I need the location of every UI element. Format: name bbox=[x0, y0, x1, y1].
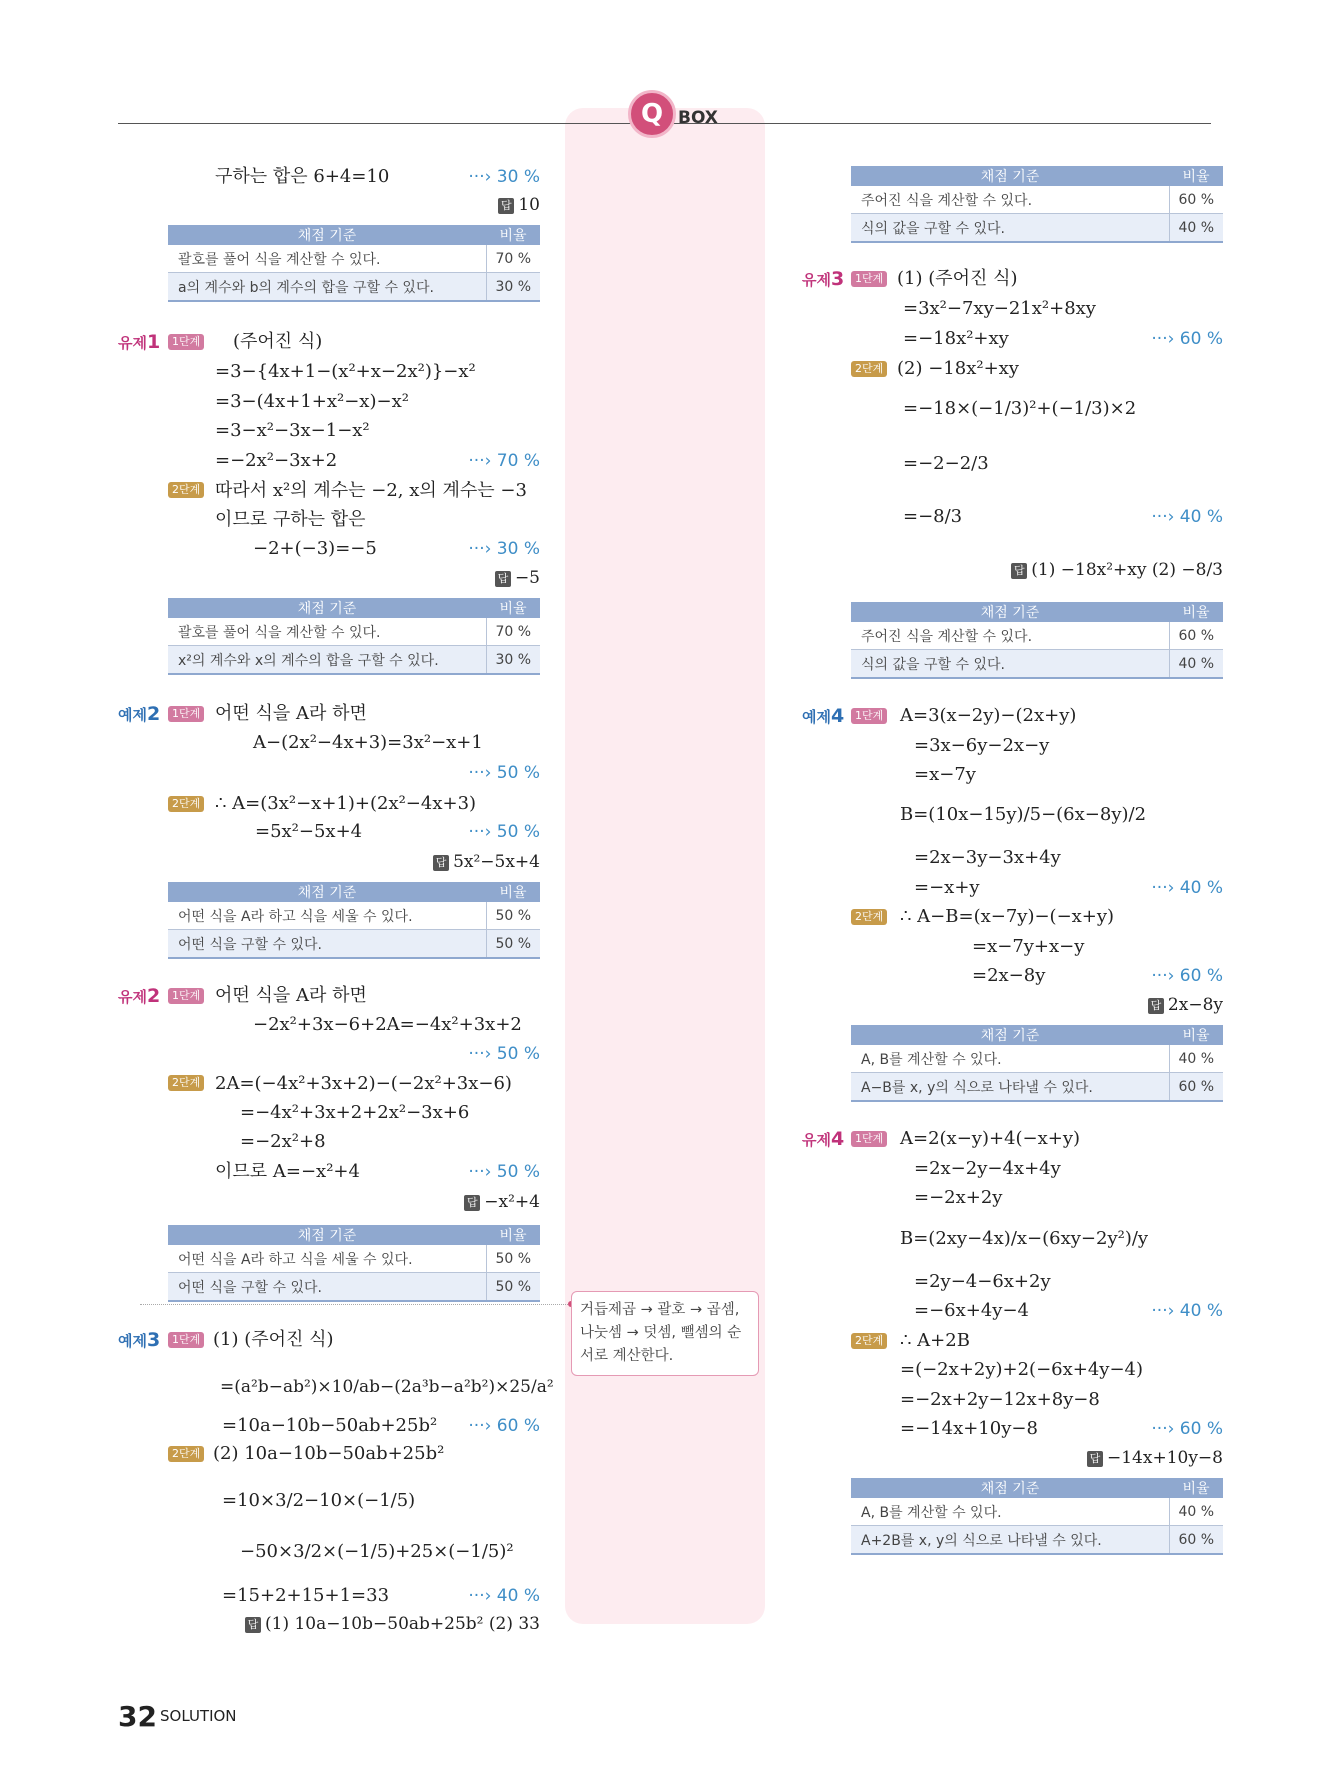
math-line: (2) 10a−10b−50ab+25b² bbox=[213, 1443, 445, 1464]
table-header-criteria: 채점 기준 bbox=[851, 1478, 1169, 1498]
table-header-criteria: 채점 기준 bbox=[168, 882, 486, 902]
percent-marker: ···› 60 % bbox=[1151, 1419, 1223, 1439]
footer-title bbox=[160, 1707, 237, 1725]
percent-marker: ···› 50 % bbox=[468, 822, 540, 842]
table-header-ratio: 비율 bbox=[1169, 602, 1223, 622]
percent-marker: ···› 50 % bbox=[468, 763, 540, 783]
answer-line bbox=[380, 566, 540, 590]
table-row bbox=[168, 902, 540, 930]
math-line: ∴ A−B=(x−7y)−(−x+y) bbox=[900, 906, 1115, 927]
table-header-ratio: 비율 bbox=[486, 1225, 540, 1245]
percent-marker: ···› 60 % bbox=[1151, 966, 1223, 986]
math-line: =3−x²−3x−1−x² bbox=[215, 420, 370, 441]
problem-label: 유제1 bbox=[118, 331, 161, 353]
math-line: ∴ A+2B bbox=[900, 1330, 970, 1351]
problem-label: 예제3 bbox=[118, 1329, 161, 1351]
math-line: =−14x+10y−8 bbox=[900, 1418, 1038, 1439]
criteria-cell: 괄호를 풀어 식을 계산할 수 있다. bbox=[168, 245, 486, 273]
math-line: =−2−2/3 bbox=[903, 453, 989, 474]
criteria-cell: A, B를 계산할 수 있다. bbox=[851, 1045, 1169, 1073]
answer-icon: 답 bbox=[1011, 563, 1027, 579]
math-line: =10×3/2−10×(−1/5) bbox=[222, 1490, 416, 1511]
math-line: −2+(−3)=−5 bbox=[253, 538, 377, 559]
math-line: −50×3/2×(−1/5)+25×(−1/5)² bbox=[240, 1541, 514, 1562]
step-badge: 1단계 bbox=[168, 988, 204, 1004]
problem-label: 유제4 bbox=[802, 1128, 845, 1150]
ratio-cell: 50 % bbox=[486, 902, 540, 930]
answer-line bbox=[1020, 1446, 1223, 1470]
answer-line bbox=[1060, 993, 1223, 1017]
answer-value: (1) 10a−10b−50ab+25b² (2) 33 bbox=[265, 1614, 540, 1634]
answer-value: −x²+4 bbox=[484, 1192, 540, 1212]
table-row bbox=[168, 1245, 540, 1273]
math-line: =−2x²+8 bbox=[240, 1131, 326, 1152]
table-header-criteria: 채점 기준 bbox=[168, 225, 486, 245]
table-row bbox=[851, 1526, 1223, 1555]
table-header-ratio: 비율 bbox=[486, 225, 540, 245]
ratio-cell: 60 % bbox=[1169, 622, 1223, 650]
step-badge: 2단계 bbox=[168, 796, 204, 812]
table-row bbox=[168, 930, 540, 959]
sum-line: 구하는 합은 6+4=10 bbox=[215, 166, 390, 187]
table-row bbox=[851, 622, 1223, 650]
ratio-cell: 30 % bbox=[486, 273, 540, 302]
percent-marker: ···› 60 % bbox=[1151, 329, 1223, 349]
criteria-cell: 식의 값을 구할 수 있다. bbox=[851, 214, 1169, 243]
math-line: 이므로 구하는 합은 bbox=[215, 509, 366, 530]
percent-marker: ···› 40 % bbox=[468, 1586, 540, 1606]
answer-value: 10 bbox=[518, 195, 540, 215]
math-line: A−(2x²−4x+3)=3x²−x+1 bbox=[253, 732, 483, 753]
math-line: =−6x+4y−4 bbox=[914, 1300, 1030, 1321]
math-line: (2) −18x²+xy bbox=[897, 358, 1019, 379]
table-header-ratio: 비율 bbox=[1169, 1478, 1223, 1498]
criteria-cell: A−B를 x, y의 식으로 나타낼 수 있다. bbox=[851, 1073, 1169, 1102]
criteria-cell: 식의 값을 구할 수 있다. bbox=[851, 650, 1169, 679]
percent-marker: ···› 30 % bbox=[468, 539, 540, 559]
math-line: =−2x+2y−12x+8y−8 bbox=[900, 1389, 1100, 1410]
table-row bbox=[168, 1273, 540, 1302]
table-row bbox=[168, 273, 540, 302]
note-leader-line bbox=[140, 1304, 570, 1305]
grading-table bbox=[168, 598, 540, 675]
problem-label: 유제2 bbox=[118, 985, 161, 1007]
math-line: =−2x²−3x+2 bbox=[215, 450, 338, 471]
step-badge: 1단계 bbox=[168, 1332, 204, 1348]
table-header-criteria: 채점 기준 bbox=[168, 598, 486, 618]
grading-table bbox=[851, 1025, 1223, 1102]
problem-label: 유제3 bbox=[802, 268, 845, 290]
percent-marker: ···› 60 % bbox=[468, 1416, 540, 1436]
footer-solution: SOLUTION bbox=[160, 1707, 237, 1725]
page-number: 32 bbox=[118, 1700, 157, 1733]
table-row bbox=[168, 245, 540, 273]
criteria-cell: 어떤 식을 구할 수 있다. bbox=[168, 1273, 486, 1302]
step-badge: 2단계 bbox=[851, 1333, 887, 1349]
math-line: =−18x²+xy bbox=[903, 328, 1009, 349]
step-badge: 1단계 bbox=[168, 706, 204, 722]
q-box-title: BOX bbox=[678, 108, 718, 128]
criteria-cell: A, B를 계산할 수 있다. bbox=[851, 1498, 1169, 1526]
table-row bbox=[851, 186, 1223, 214]
math-line: =2x−8y bbox=[972, 965, 1046, 986]
answer-value: 5x²−5x+4 bbox=[453, 852, 540, 872]
problem-label: 예제4 bbox=[802, 705, 845, 727]
math-line: =3−(4x+1+x²−x)−x² bbox=[215, 391, 409, 412]
table-row bbox=[168, 646, 540, 675]
math-line: =−2x+2y bbox=[914, 1187, 1003, 1208]
criteria-cell: A+2B를 x, y의 식으로 나타낼 수 있다. bbox=[851, 1526, 1169, 1555]
ratio-cell: 30 % bbox=[486, 646, 540, 675]
table-row bbox=[851, 214, 1223, 243]
math-line: A=3(x−2y)−(2x+y) bbox=[900, 705, 1077, 726]
math-line: 이므로 A=−x²+4 bbox=[215, 1161, 360, 1182]
step-badge: 2단계 bbox=[168, 1075, 204, 1091]
answer-line bbox=[360, 850, 540, 874]
answer-icon: 답 bbox=[1148, 998, 1164, 1014]
math-line: =3x²−7xy−21x²+8xy bbox=[903, 298, 1096, 319]
ratio-cell: 70 % bbox=[486, 618, 540, 646]
step-badge: 2단계 bbox=[168, 482, 204, 498]
answer-value: −14x+10y−8 bbox=[1106, 1448, 1223, 1468]
answer-value: (1) −18x²+xy (2) −8/3 bbox=[1031, 560, 1223, 580]
step-badge: 1단계 bbox=[851, 708, 887, 724]
table-header-criteria: 채점 기준 bbox=[851, 1025, 1169, 1045]
math-line: ∴ A=(3x²−x+1)+(2x²−4x+3) bbox=[215, 793, 477, 814]
ratio-cell: 70 % bbox=[486, 245, 540, 273]
ratio-cell: 60 % bbox=[1169, 186, 1223, 214]
answer-line bbox=[960, 558, 1223, 582]
problem-label: 예제2 bbox=[118, 703, 161, 725]
math-line: =−4x²+3x+2+2x²−3x+6 bbox=[240, 1102, 470, 1123]
ratio-cell: 40 % bbox=[1169, 1045, 1223, 1073]
math-line: =15+2+15+1=33 bbox=[222, 1585, 390, 1606]
table-row bbox=[851, 1045, 1223, 1073]
step-badge: 1단계 bbox=[851, 271, 887, 287]
table-header-ratio: 비율 bbox=[486, 882, 540, 902]
answer-value: 2x−8y bbox=[1167, 995, 1223, 1015]
math-line: =10a−10b−50ab+25b² bbox=[222, 1415, 438, 1436]
table-header-ratio: 비율 bbox=[486, 598, 540, 618]
math-line: =2x−3y−3x+4y bbox=[914, 847, 1061, 868]
math-line: =−8/3 bbox=[903, 506, 963, 527]
criteria-cell: a의 계수와 b의 계수의 합을 구할 수 있다. bbox=[168, 273, 486, 302]
answer-line bbox=[230, 1612, 540, 1636]
percent-marker: ···› 40 % bbox=[1151, 507, 1223, 527]
answer-line bbox=[380, 1190, 540, 1214]
answer-icon: 답 bbox=[498, 198, 514, 214]
answer-icon: 답 bbox=[245, 1617, 261, 1633]
table-header-criteria: 채점 기준 bbox=[168, 1225, 486, 1245]
answer-icon: 답 bbox=[464, 1195, 480, 1211]
math-line: B=(2xy−4x)/x−(6xy−2y²)/y bbox=[900, 1228, 1149, 1249]
math-line: =(−2x+2y)+2(−6x+4y−4) bbox=[900, 1359, 1144, 1380]
step-badge: 1단계 bbox=[851, 1131, 887, 1147]
step-badge: 2단계 bbox=[851, 909, 887, 925]
table-row bbox=[851, 1073, 1223, 1102]
criteria-cell: x²의 계수와 x의 계수의 합을 구할 수 있다. bbox=[168, 646, 486, 675]
math-line: =5x²−5x+4 bbox=[255, 821, 363, 842]
math-line: =3x−6y−2x−y bbox=[914, 735, 1050, 756]
grading-table bbox=[168, 1225, 540, 1302]
math-line: =(a²b−ab²)×10/ab−(2a³b−a²b²)×25/a² bbox=[220, 1377, 554, 1397]
grading-table bbox=[851, 1478, 1223, 1555]
math-line: A=2(x−y)+4(−x+y) bbox=[900, 1128, 1081, 1149]
criteria-cell: 주어진 식을 계산할 수 있다. bbox=[851, 186, 1169, 214]
criteria-cell: 어떤 식을 A라 하고 식을 세울 수 있다. bbox=[168, 902, 486, 930]
answer-value: −5 bbox=[514, 568, 540, 588]
percent-marker: ···› 40 % bbox=[1151, 1301, 1223, 1321]
ratio-cell: 50 % bbox=[486, 1245, 540, 1273]
table-header-criteria: 채점 기준 bbox=[851, 602, 1169, 622]
math-line: (1) (주어진 식) bbox=[213, 1329, 334, 1350]
percent-marker: ···› 50 % bbox=[468, 1044, 540, 1064]
ratio-cell: 40 % bbox=[1169, 650, 1223, 679]
q-box-logo-icon: Q bbox=[628, 90, 676, 138]
answer-icon: 답 bbox=[495, 571, 511, 587]
math-line: 어떤 식을 A라 하면 bbox=[215, 985, 367, 1006]
grading-table bbox=[168, 225, 540, 302]
math-line: (주어진 식) bbox=[233, 331, 323, 352]
percent-marker: ···› 30 % bbox=[468, 167, 540, 187]
criteria-cell: 주어진 식을 계산할 수 있다. bbox=[851, 622, 1169, 650]
math-line: (1) (주어진 식) bbox=[897, 268, 1018, 289]
math-line: =−18×(−1/3)²+(−1/3)×2 bbox=[903, 398, 1137, 419]
table-row bbox=[851, 650, 1223, 679]
math-line: 따라서 x²의 계수는 −2, x의 계수는 −3 bbox=[215, 480, 527, 501]
table-header-criteria: 채점 기준 bbox=[851, 166, 1169, 186]
ratio-cell: 40 % bbox=[1169, 214, 1223, 243]
math-line: =2y−4−6x+2y bbox=[914, 1271, 1051, 1292]
note-box: 거듭제곱 → 괄호 → 곱셈, 나눗셈 → 덧셈, 뺄셈의 순서로 계산한다. bbox=[571, 1291, 759, 1376]
ratio-cell: 50 % bbox=[486, 930, 540, 959]
ratio-cell: 50 % bbox=[486, 1273, 540, 1302]
table-row bbox=[851, 1498, 1223, 1526]
answer-icon: 답 bbox=[433, 855, 449, 871]
ratio-cell: 60 % bbox=[1169, 1526, 1223, 1555]
percent-marker: ···› 50 % bbox=[468, 1162, 540, 1182]
step-badge: 1단계 bbox=[168, 334, 204, 350]
math-line: 어떤 식을 A라 하면 bbox=[215, 703, 367, 724]
math-line: =−x+y bbox=[914, 877, 980, 898]
grading-table bbox=[168, 882, 540, 959]
answer-line bbox=[380, 193, 540, 217]
step-badge: 2단계 bbox=[168, 1446, 204, 1462]
grading-table bbox=[851, 602, 1223, 679]
answer-icon: 답 bbox=[1087, 1451, 1103, 1467]
math-line: =x−7y bbox=[914, 764, 976, 785]
criteria-cell: 어떤 식을 구할 수 있다. bbox=[168, 930, 486, 959]
math-line: =x−7y+x−y bbox=[972, 936, 1085, 957]
math-line: =2x−2y−4x+4y bbox=[914, 1158, 1061, 1179]
percent-marker: ···› 40 % bbox=[1151, 878, 1223, 898]
criteria-cell: 어떤 식을 A라 하고 식을 세울 수 있다. bbox=[168, 1245, 486, 1273]
percent-marker: ···› 70 % bbox=[468, 451, 540, 471]
criteria-cell: 괄호를 풀어 식을 계산할 수 있다. bbox=[168, 618, 486, 646]
ratio-cell: 40 % bbox=[1169, 1498, 1223, 1526]
ratio-cell: 60 % bbox=[1169, 1073, 1223, 1102]
grading-table bbox=[851, 166, 1223, 243]
math-line: =3−{4x+1−(x²+x−2x²)}−x² bbox=[215, 361, 476, 382]
math-line: 2A=(−4x²+3x+2)−(−2x²+3x−6) bbox=[215, 1073, 512, 1094]
table-header-ratio: 비율 bbox=[1169, 166, 1223, 186]
table-header-ratio: 비율 bbox=[1169, 1025, 1223, 1045]
table-row bbox=[168, 618, 540, 646]
math-line: B=(10x−15y)/5−(6x−8y)/2 bbox=[900, 804, 1147, 825]
math-line: −2x²+3x−6+2A=−4x²+3x+2 bbox=[253, 1014, 522, 1035]
step-badge: 2단계 bbox=[851, 361, 887, 377]
q-box-column bbox=[565, 108, 765, 1624]
